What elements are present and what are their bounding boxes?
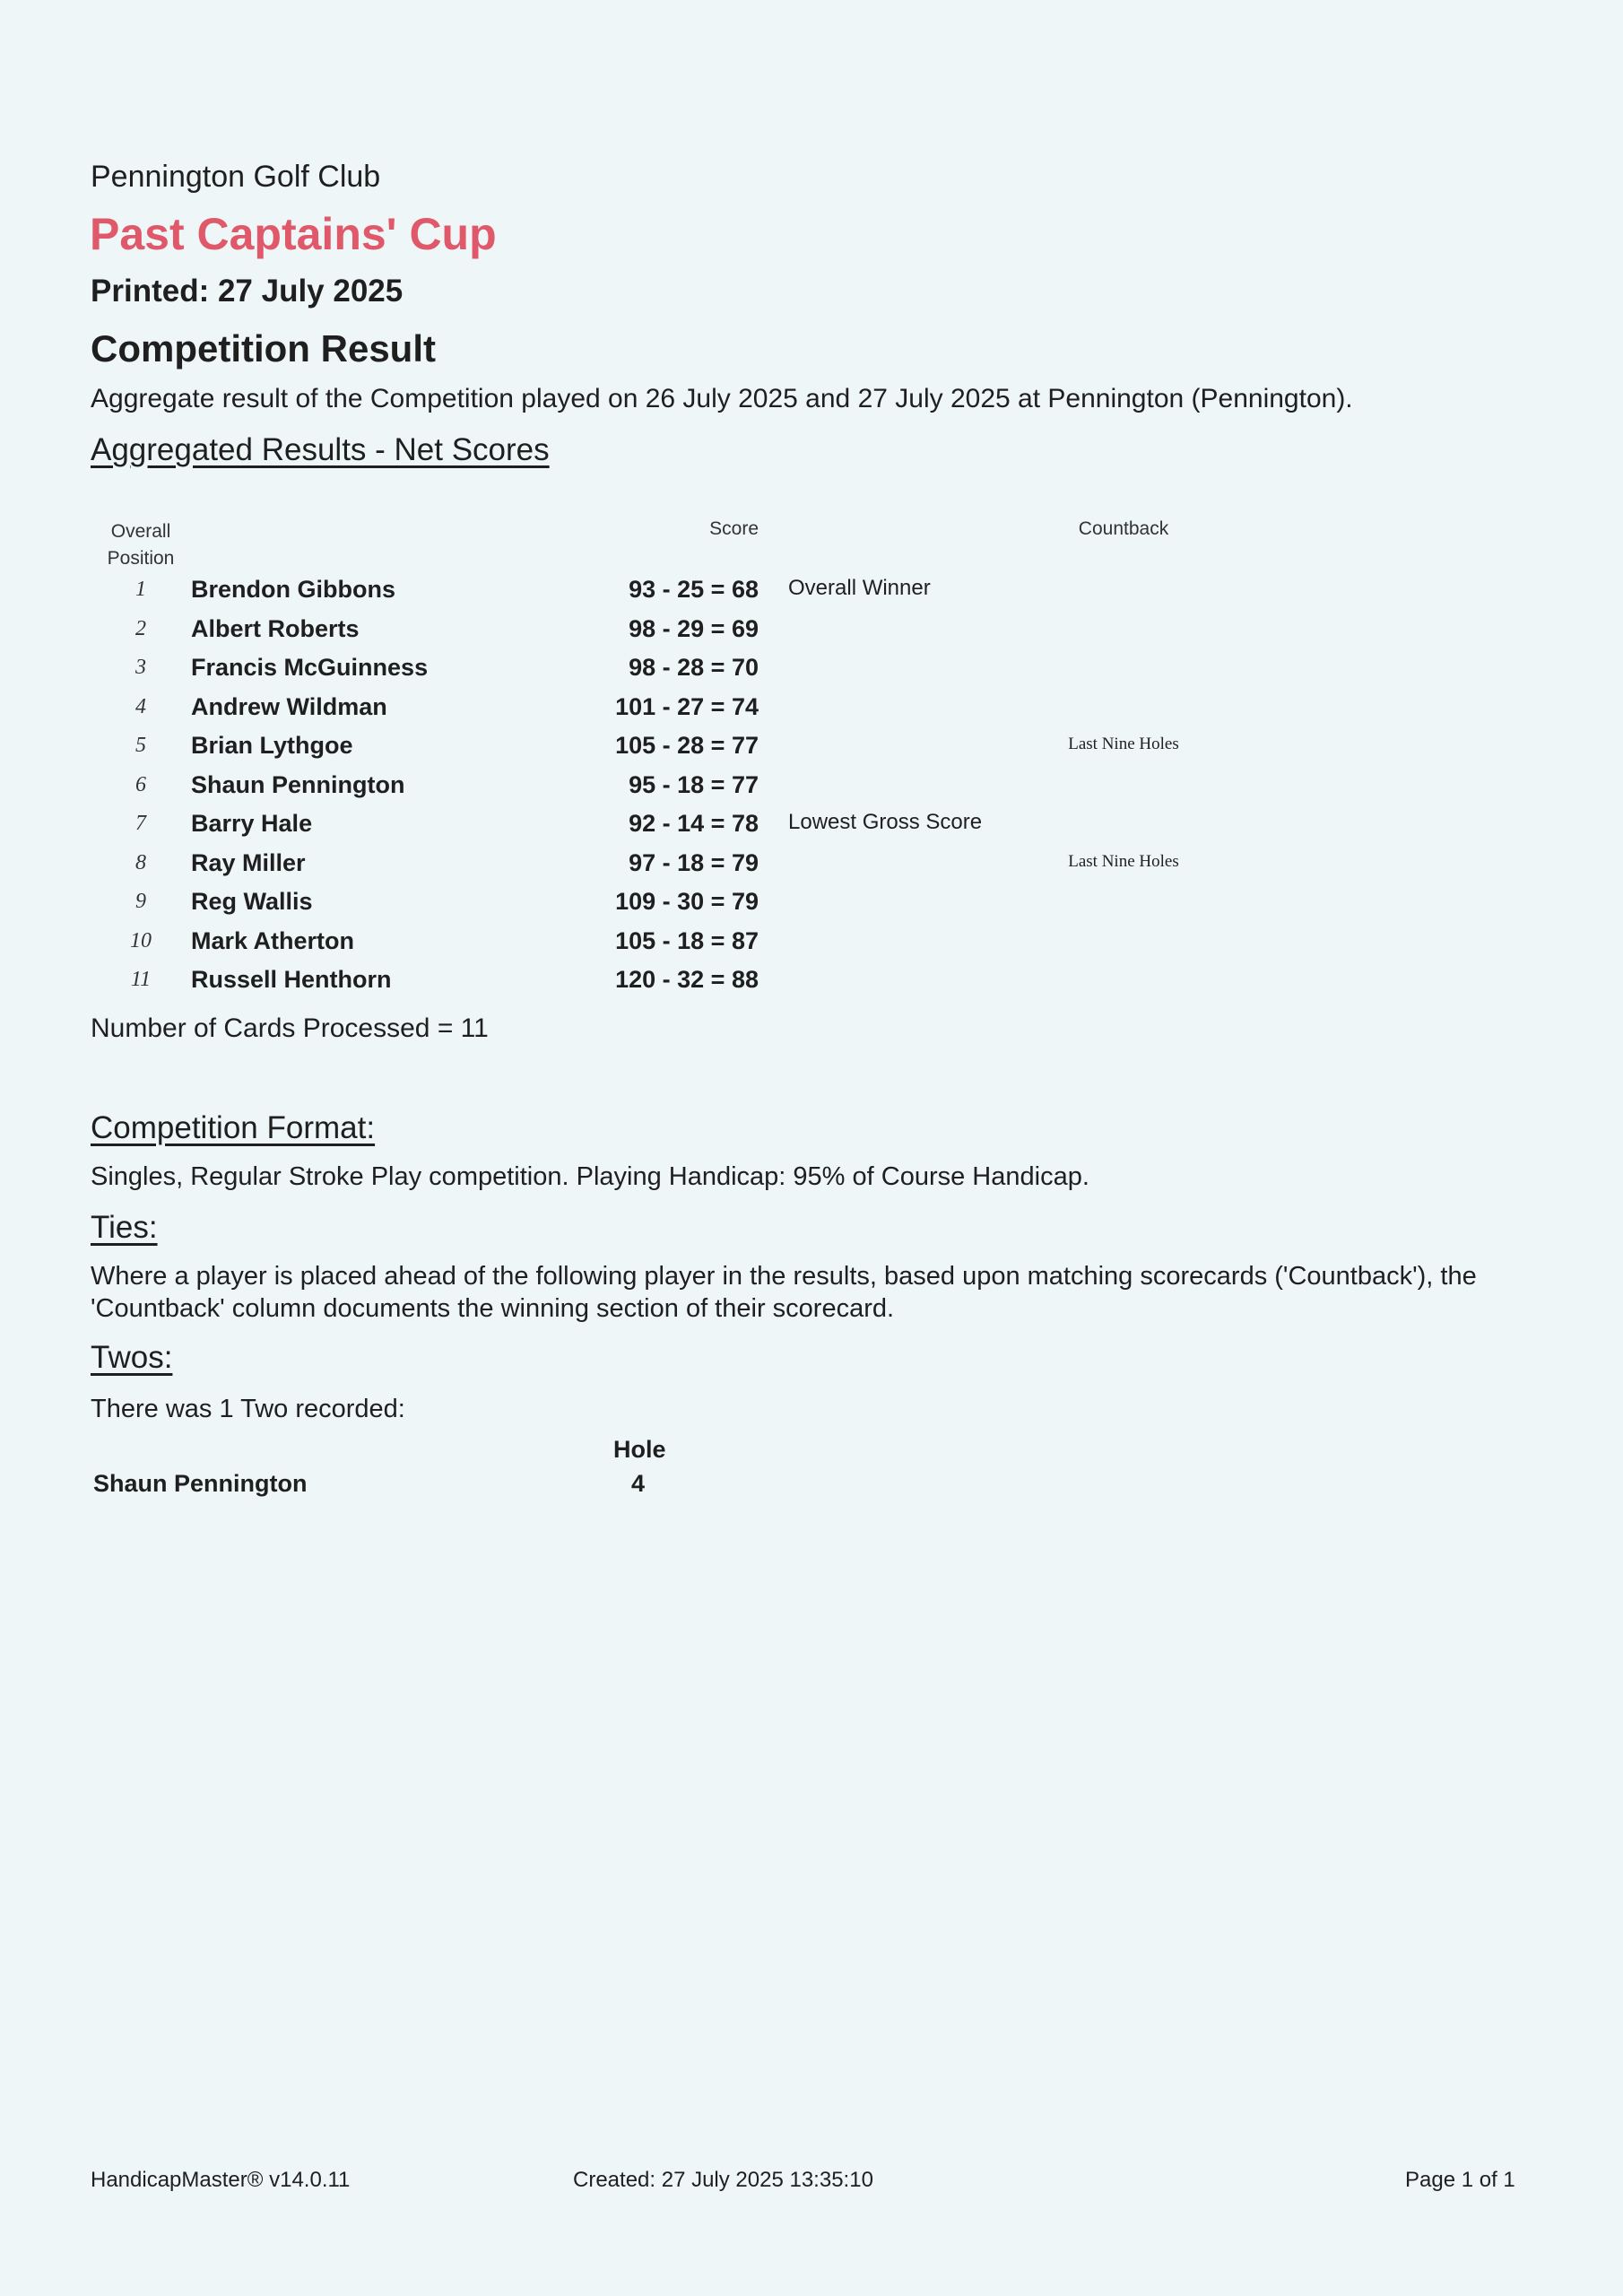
position-cell: 5 (135, 734, 146, 757)
player-name-cell: Ray Miller (191, 849, 306, 876)
table-row (0, 926, 1623, 965)
position-cell: 3 (135, 656, 146, 679)
hole-column-header: Hole (613, 1436, 666, 1463)
score-cell: 95 - 18 = 77 (629, 771, 759, 798)
footer-software: HandicapMaster® v14.0.11 (91, 2168, 351, 2192)
player-name-cell: Albert Roberts (191, 615, 360, 642)
column-header-position: Overall Position (107, 521, 175, 569)
table-row (0, 574, 1623, 613)
two-player-name: Shaun Pennington (93, 1470, 308, 1497)
two-hole-number: 4 (631, 1470, 646, 1497)
aggregate-description: Aggregate result of the Competition played on 26 July 2025 and 27 July 2025 at Pennington (Pennington). (91, 384, 1353, 413)
table-row (0, 770, 1623, 809)
player-name-cell: Andrew Wildman (191, 693, 387, 720)
club-name: Pennington Golf Club (91, 160, 381, 194)
table-row (0, 652, 1623, 691)
twos-heading: Twos: (91, 1340, 173, 1375)
position-cell: 9 (135, 890, 146, 913)
player-name-cell: Reg Wallis (191, 888, 313, 915)
score-cell: 105 - 18 = 87 (615, 927, 759, 954)
position-cell: 1 (135, 578, 146, 601)
format-heading: Competition Format: (91, 1110, 376, 1145)
player-name-cell: Mark Atherton (191, 927, 355, 954)
table-row (0, 808, 1623, 848)
note-cell: Overall Winner (788, 576, 931, 600)
ties-text: Where a player is placed ahead of the following player in the results, based upon matching scorecards ('Countback'), the 'Countback' column documents the winning section of their scorecard. (91, 1262, 1477, 1323)
table-row (0, 848, 1623, 887)
countback-cell: Last Nine Holes (1068, 852, 1179, 871)
score-cell: 92 - 14 = 78 (629, 810, 759, 837)
printed-date: Printed: 27 July 2025 (91, 274, 404, 309)
results-section-heading: Aggregated Results - Net Scores (91, 432, 550, 467)
page-title: Competition Result (91, 327, 436, 370)
table-row (0, 886, 1623, 926)
player-name-cell: Francis McGuinness (191, 654, 429, 681)
competition-name: Past Captains' Cup (90, 209, 497, 259)
position-cell: 7 (135, 812, 146, 835)
position-cell: 10 (130, 929, 152, 952)
player-name-cell: Russell Henthorn (191, 966, 392, 993)
footer-page-number: Page 1 of 1 (1405, 2168, 1515, 2192)
column-header-countback: Countback (1078, 518, 1169, 539)
score-cell: 120 - 32 = 88 (615, 966, 759, 993)
score-cell: 93 - 25 = 68 (629, 576, 759, 603)
ties-heading: Ties: (91, 1210, 158, 1245)
player-name-cell: Brian Lythgoe (191, 732, 353, 759)
position-cell: 11 (130, 968, 152, 991)
table-row (0, 691, 1623, 731)
score-cell: 97 - 18 = 79 (629, 849, 759, 876)
position-cell: 4 (135, 695, 146, 718)
score-cell: 98 - 29 = 69 (629, 615, 759, 642)
table-row (0, 964, 1623, 1004)
position-cell: 2 (135, 617, 146, 640)
note-cell: Lowest Gross Score (788, 810, 983, 834)
format-text: Singles, Regular Stroke Play competition. Playing Handicap: 95% of Course Handicap. (91, 1162, 1089, 1191)
cards-processed: Number of Cards Processed = 11 (91, 1013, 489, 1043)
score-cell: 105 - 28 = 77 (615, 732, 759, 759)
twos-text: There was 1 Two recorded: (91, 1395, 405, 1423)
table-row (0, 613, 1623, 653)
table-row (0, 730, 1623, 770)
player-name-cell: Barry Hale (191, 810, 313, 837)
score-cell: 98 - 28 = 70 (629, 654, 759, 681)
score-cell: 109 - 30 = 79 (615, 888, 759, 915)
player-name-cell: Shaun Pennington (191, 771, 405, 798)
position-cell: 8 (135, 851, 146, 874)
footer-created: Created: 27 July 2025 13:35:10 (573, 2168, 873, 2192)
countback-cell: Last Nine Holes (1068, 735, 1179, 753)
position-cell: 6 (135, 773, 146, 796)
player-name-cell: Brendon Gibbons (191, 576, 395, 603)
score-cell: 101 - 27 = 74 (615, 693, 759, 720)
column-header-score: Score (709, 518, 759, 539)
